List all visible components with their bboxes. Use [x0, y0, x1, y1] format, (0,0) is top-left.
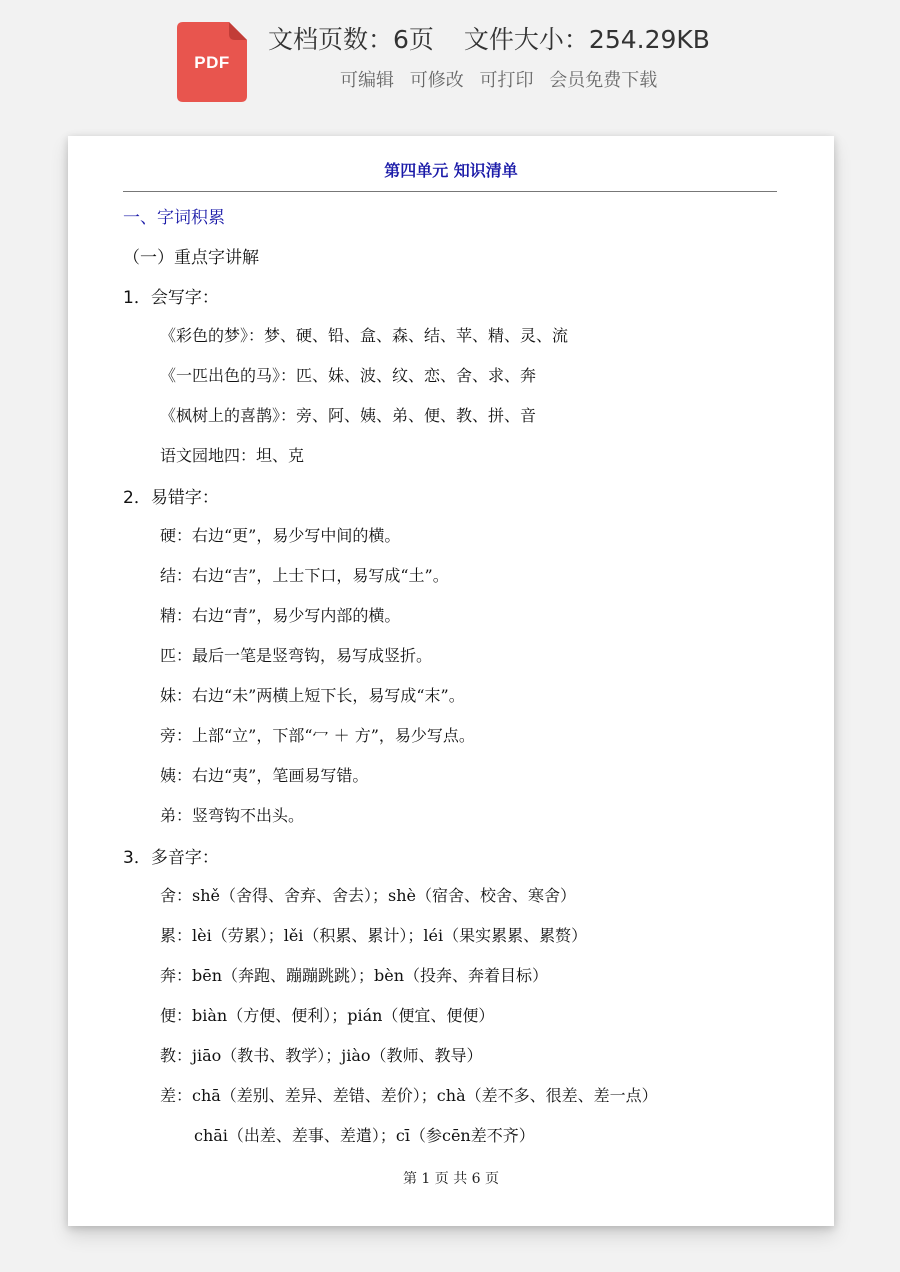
item-heading-errors: 2．易错字： [123, 488, 219, 508]
write-chars-line: 《枫树上的喜鹊》：旁、阿、姨、弟、便、教、拼、音 [160, 406, 537, 425]
polyphone-line: 便：biàn（方便、便利）；pián（便宜、便便） [160, 1006, 495, 1025]
error-char-line: 精：右边“青”，易少写内部的横。 [160, 606, 401, 625]
file-meta [268, 20, 710, 56]
write-chars-line: 《一匹出色的马》：匹、妹、波、纹、恋、舍、求、奔 [160, 366, 537, 385]
download-header [0, 0, 900, 120]
pdf-file-icon [177, 22, 247, 102]
error-char-line: 姨：右边“夷”，笔画易写错。 [160, 766, 369, 785]
item-heading-polyphones: 3．多音字： [123, 848, 219, 868]
page-count: 文档页数：6页 [268, 25, 434, 54]
pdf-badge-label: PDF [194, 53, 230, 72]
write-chars-line: 《彩色的梦》：梦、硬、铅、盒、森、结、苹、精、灵、流 [160, 326, 569, 345]
page-footer: 第 1 页 共 6 页 [402, 1171, 500, 1187]
item-heading-write: 1．会写字： [123, 288, 219, 308]
polyphone-line: 累：lèi（劳累）；lěi（积累、累计）；léi（果实累累、累赘） [160, 926, 588, 945]
error-char-line: 匹：最后一笔是竖弯钩，易写成竖折。 [160, 646, 433, 665]
error-char-line: 旁：上部“立”，下部“冖 ＋ 方”，易少写点。 [160, 726, 475, 745]
section-heading: 一、字词积累 [123, 208, 225, 228]
write-chars-line: 语文园地四：坦、克 [160, 446, 305, 465]
subsection-heading: （一）重点字讲解 [123, 248, 259, 268]
perm-editable: 可编辑 [340, 70, 394, 91]
polyphone-line: 差：chā（差别、差异、差错、差价）；chà（差不多、很差、差一点） [160, 1086, 658, 1105]
error-char-line: 弟：竖弯钩不出头。 [160, 806, 305, 825]
perm-member-download[interactable]: 会员免费下载 [549, 70, 658, 91]
file-size: 文件大小：254.29KB [463, 25, 710, 54]
document-title: 第四单元 知识清单 [384, 161, 518, 180]
polyphone-line: 奔：bēn（奔跑、蹦蹦跳跳）；bèn（投奔、奔着目标） [160, 966, 549, 985]
polyphone-line: chāi（出差、差事、差遣）；cī（参cēn差不齐） [194, 1126, 535, 1145]
permissions [340, 66, 667, 92]
title-divider [123, 191, 777, 192]
error-char-line: 结：右边“吉”，上士下口，易写成“土”。 [160, 566, 449, 585]
perm-modifiable: 可修改 [409, 70, 464, 91]
error-char-line: 妹：右边“未”两横上短下长，易写成“末”。 [160, 686, 465, 705]
error-char-line: 硬：右边“更”，易少写中间的横。 [160, 526, 401, 545]
polyphone-line: 教：jiāo（教书、教学）；jiào（教师、教导） [160, 1046, 483, 1065]
document-page [68, 136, 834, 1226]
polyphone-line: 舍：shě（舍得、舍弃、舍去）；shè（宿舍、校舍、寒舍） [160, 886, 576, 905]
perm-printable: 可打印 [479, 70, 534, 91]
